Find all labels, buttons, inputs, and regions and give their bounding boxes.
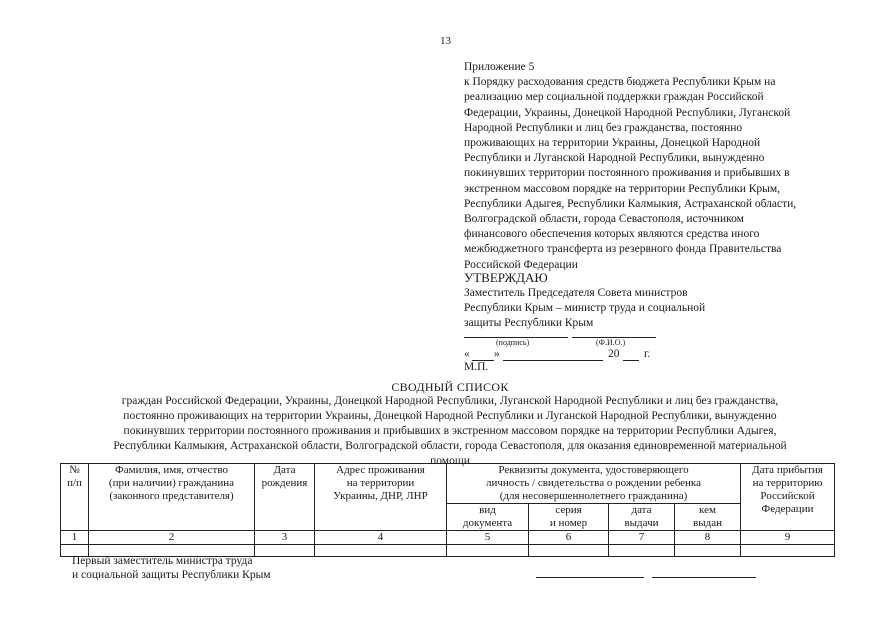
approver-line: Республики Крым – министр труда и социальной [464, 302, 706, 315]
footer-line: и социальной защиты Республики Крым [72, 569, 271, 581]
header-document-issuer: кем выдан [675, 504, 741, 531]
stamp-mark: М.П. [464, 361, 489, 373]
column-number-cell: 5 [447, 531, 529, 545]
header-document-date: дата выдачи [609, 504, 675, 531]
appendix-line: к Порядку расходования средств бюджета Республики Крым на [464, 76, 776, 89]
approval-block [464, 270, 794, 332]
footer-line: Первый заместитель министра труда [72, 555, 253, 567]
appendix-line: проживающих на территории Украины, Донецкой Народной [464, 137, 761, 150]
approver-line: Заместитель Председателя Совета министров [464, 287, 688, 299]
signature-caption: (подпись) [496, 338, 530, 347]
table-row [61, 531, 835, 545]
date-open-quote: « [464, 348, 470, 360]
footer-signatory [72, 554, 271, 582]
header-document-type: вид документа [447, 504, 529, 531]
header-number: № п/п [61, 464, 89, 531]
header-document-series: серия и номер [529, 504, 609, 531]
column-number-cell: 2 [89, 531, 255, 545]
appendix-line: покинувших территории постоянного проживания и прибывших в [464, 167, 790, 180]
column-number-cell: 4 [315, 531, 447, 545]
appendix-line: экстренном массовом порядке на территории Республики Крым, [464, 182, 781, 195]
date-close-quote: » [494, 348, 500, 360]
summary-table [60, 463, 835, 557]
footer-signature-line [536, 577, 644, 578]
header-address: Адрес проживания на территории Украины, ДНР, ЛНР [315, 464, 447, 531]
subtitle-line: помощи [430, 455, 470, 467]
column-number-cell: 8 [675, 531, 741, 545]
table-cell [447, 545, 529, 557]
header-document-group: Реквизиты документа, удостоверяющего личность / свидетельства о рождении ребенка (для несовершеннолетнего гражданина) [447, 464, 741, 504]
appendix-line: Волгоградской области, города Севастополя, источником [464, 213, 744, 226]
approval-heading: УТВЕРЖДАЮ [464, 270, 548, 285]
footer-name-line [652, 577, 756, 578]
table-cell [529, 545, 609, 557]
subtitle-line: граждан Российской Федерации, Украины, Донецкой Народной Республики, Луганской Народной Республики и лиц без гражданства, [121, 395, 779, 407]
appendix-line: Республики Адыгея, Республики Калмыкия, Астраханской области, [464, 197, 797, 210]
appendix-line: межбюджетного трансферта из резервного фонда Правительства [464, 243, 782, 256]
year-prefix: 20 [608, 348, 620, 360]
appendix-line: Республики и Луганской Народной Республики, вынужденно [464, 152, 765, 165]
column-number-cell: 9 [741, 531, 835, 545]
name-caption: (Ф.И.О.) [596, 338, 626, 347]
header-full-name: Фамилия, имя, отчество (при наличии) гражданина (законного представителя) [89, 464, 255, 531]
list-title: СВОДНЫЙ СПИСОК [391, 380, 509, 394]
column-number-cell: 6 [529, 531, 609, 545]
appendix-line: Народной Республики и лиц без гражданства, постоянно [464, 121, 743, 134]
subtitle-line: Республики Калмыкия, Астраханской области, Волгоградской области, города Севастополя, для оказания единовременной материальной [113, 440, 787, 452]
column-number-cell: 7 [609, 531, 675, 545]
table-cell [741, 545, 835, 557]
table-cell [315, 545, 447, 557]
appendix-line: финансового обеспечения которых являются средства иного [464, 228, 760, 241]
year-suffix: г. [644, 348, 651, 360]
subtitle-line: постоянно проживающих на территории Украины, Донецкой Народной Республики и Луганской Народной Республики, вынужденно [123, 410, 777, 422]
table-cell [675, 545, 741, 557]
appendix-block [464, 60, 824, 273]
header-arrival-date: Дата прибытия на территорию Российской Федерации [741, 464, 835, 531]
appendix-line: Российской Федерации [464, 258, 578, 271]
appendix-line: реализацию мер социальной поддержки граждан Российской [464, 91, 764, 104]
subtitle-line: покинувших территории постоянного проживания и прибывших в экстренном массовом порядке на территории Республики Адыгея, [123, 425, 777, 437]
table-cell [609, 545, 675, 557]
approver-line: защиты Республики Крым [464, 317, 594, 330]
column-number-cell: 3 [255, 531, 315, 545]
month-line [503, 360, 603, 361]
appendix-title: Приложение 5 [464, 61, 535, 73]
column-number-cell: 1 [61, 531, 89, 545]
list-subtitle [70, 394, 830, 469]
appendix-line: Федерации, Украины, Донецкой Народной Республики, Луганской [464, 106, 791, 119]
year-line [623, 360, 639, 361]
page-number: 13 [440, 35, 451, 47]
header-birth-date: Дата рождения [255, 464, 315, 531]
